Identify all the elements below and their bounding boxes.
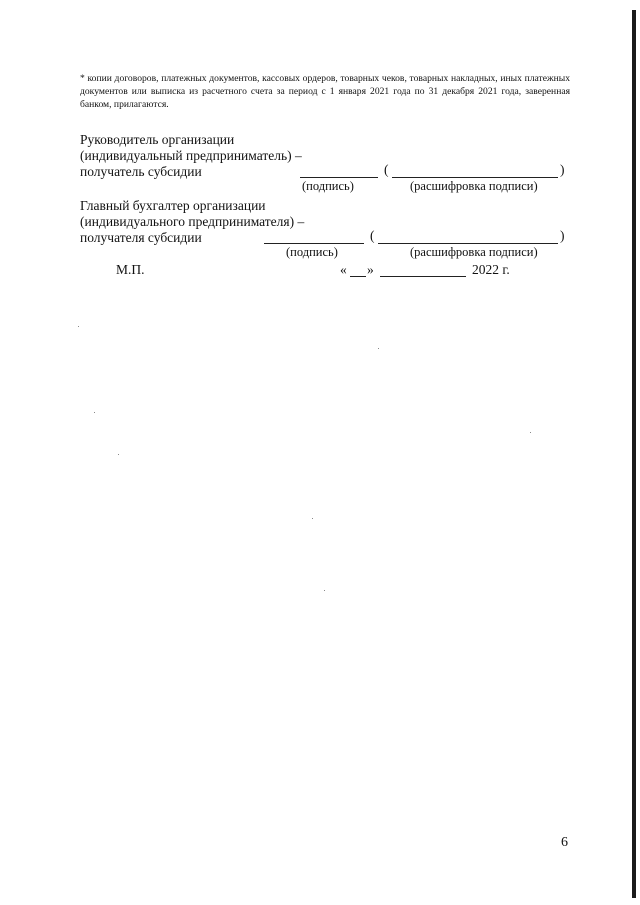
open-paren: ( xyxy=(370,228,375,243)
accountant-title-line2: (индивидуального предпринимателя) – xyxy=(80,214,305,229)
head-title-line2: (индивидуальный предприниматель) – xyxy=(80,148,302,163)
accountant-title-line1: Главный бухгалтер организации xyxy=(80,198,266,213)
accountant-title-line3: получателя субсидии xyxy=(80,230,202,245)
scan-speck xyxy=(94,412,95,413)
head-title-line1: Руководитель организации xyxy=(80,132,235,147)
date-day-blank xyxy=(350,276,366,277)
date-year: 2022 г. xyxy=(472,262,510,277)
footnote: * копии договоров, платежных документов, кассовых ордеров, товарных чеков, товарных накладных, иных платежных документов или выписка из расчетного счета за период с 1 января 2021 года по 31 декабря 2021 года, заверенная банком, прилагаются. xyxy=(80,73,570,110)
scan-speck xyxy=(378,348,379,349)
date-open-quote: « xyxy=(340,262,347,277)
accountant-signature-label: (подпись) xyxy=(286,245,338,259)
scan-speck xyxy=(118,454,119,455)
accountant-signature-blank xyxy=(264,243,364,244)
accountant-decode-label: (расшифровка подписи) xyxy=(410,245,538,259)
scan-speck xyxy=(530,432,531,433)
open-paren: ( xyxy=(384,162,389,177)
scan-speck xyxy=(78,326,79,327)
head-signature-label: (подпись) xyxy=(302,179,354,193)
close-paren: ) xyxy=(560,228,565,243)
close-paren: ) xyxy=(560,162,565,177)
accountant-decode-blank xyxy=(378,243,558,244)
head-decode-blank xyxy=(392,177,558,178)
scan-speck xyxy=(312,518,313,519)
head-signature-blank xyxy=(300,177,378,178)
scan-speck xyxy=(324,590,325,591)
stamp-label: М.П. xyxy=(116,262,145,277)
scan-edge xyxy=(632,10,636,898)
date-close-quote: » xyxy=(367,262,374,277)
date-month-blank xyxy=(380,276,466,277)
head-title-line3: получатель субсидии xyxy=(80,164,202,179)
head-decode-label: (расшифровка подписи) xyxy=(410,179,538,193)
page-number: 6 xyxy=(561,835,568,850)
